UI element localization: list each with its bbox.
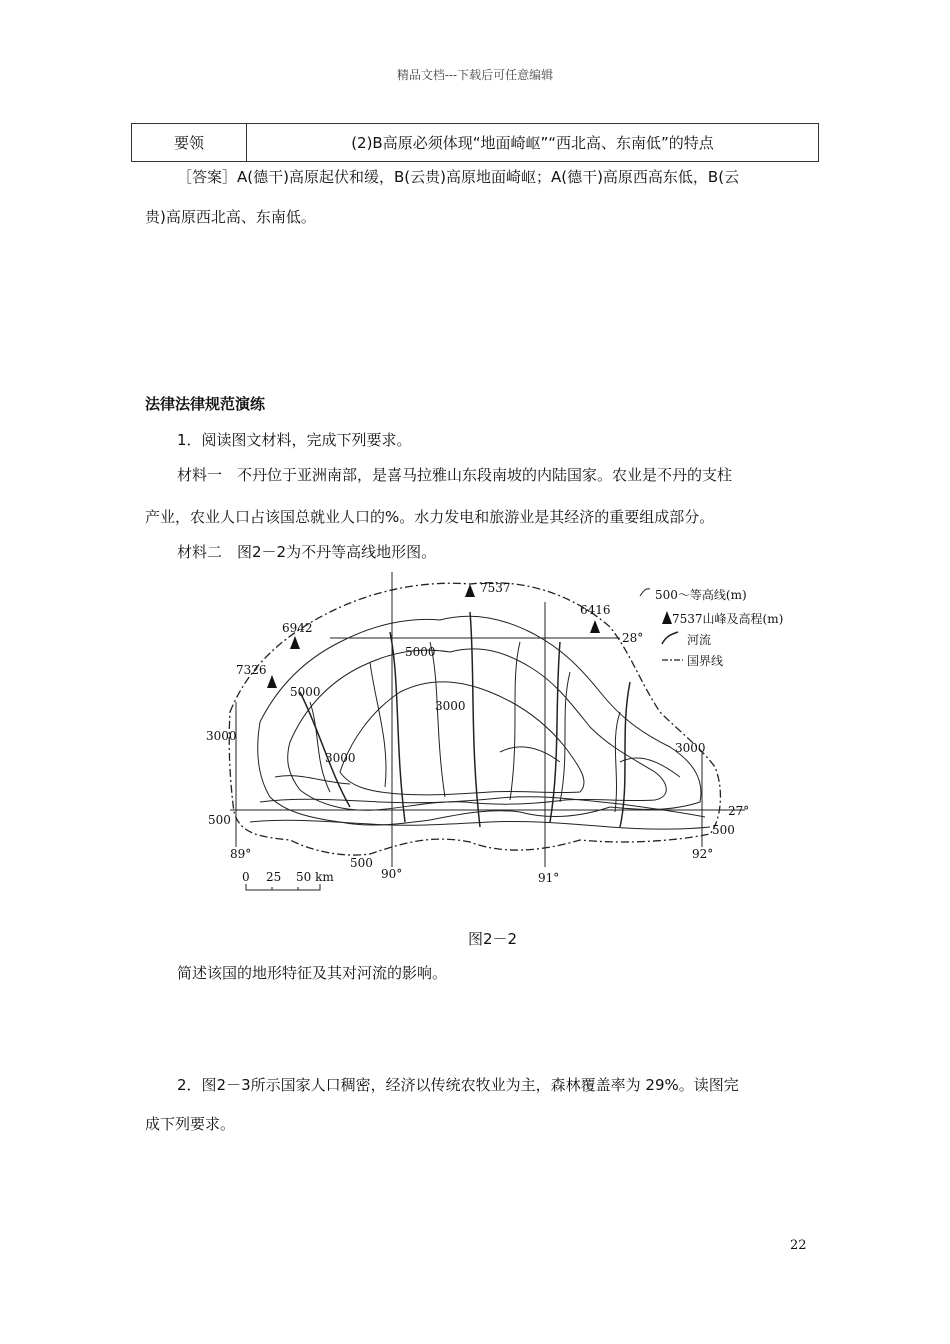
peak-icon-6416 <box>590 620 600 633</box>
contour-label: 3000 <box>206 729 237 743</box>
lon-label-90: 90° <box>381 867 403 881</box>
contour-label: 5000 <box>290 685 321 699</box>
question-2-line-1: 2．图2－3所示国家人口稠密，经济以传统农牧业为主，森林覆盖率为 29%。读图完 <box>177 1076 739 1094</box>
lon-label-89: 89° <box>230 847 252 861</box>
peak-label-7537: 7537 <box>480 581 511 595</box>
legend-border: 国界线 <box>687 654 724 668</box>
material-1-line-2: 产业，农业人口占该国总就业人口的%。水力发电和旅游业是其经济的重要组成部分。 <box>145 508 715 526</box>
legend-peak-icon <box>662 611 672 624</box>
material-2: 材料二 图2－2为不丹等高线地形图。 <box>177 543 437 561</box>
answer-line-2: 贵)高原西北高、东南低。 <box>145 208 316 226</box>
peak-label-6942: 6942 <box>282 621 313 635</box>
svg-text:0: 0 <box>242 870 250 884</box>
question-1-prompt: 简述该国的地形特征及其对河流的影响。 <box>177 964 448 982</box>
material-1-line-1: 材料一 不丹位于亚洲南部，是喜马拉雅山东段南坡的内陆国家。农业是不丹的支柱 <box>177 466 733 484</box>
lat-label-28: 28° <box>622 631 644 645</box>
river-1 <box>300 692 350 807</box>
table-cell-content: (2)B高原必须体现“地面崎岖”“西北高、东南低”的特点 <box>247 124 819 162</box>
peak-icon-7326 <box>267 675 277 688</box>
svg-text:50 km: 50 km <box>296 870 334 884</box>
legend-peak: 7537山峰及高程(m) <box>672 612 784 626</box>
svg-text:25: 25 <box>266 870 282 884</box>
bhutan-contour-map <box>200 572 800 892</box>
contour-label: 500 <box>712 823 735 837</box>
contour-label: 500 <box>208 813 231 827</box>
peak-label-7326: 7326 <box>236 663 267 677</box>
peak-icon-6942 <box>290 636 300 649</box>
lon-label-92: 92° <box>692 847 714 861</box>
page-header: 精品文档---下载后可任意编辑 <box>396 68 554 82</box>
river-3 <box>470 612 480 827</box>
page-number: 22 <box>790 1238 807 1253</box>
contour-label: 3000 <box>325 751 356 765</box>
table-cell-label: 要领 <box>132 124 247 162</box>
figure-caption: 图2－2 <box>467 930 518 948</box>
question-2-line-2: 成下列要求。 <box>145 1115 236 1133</box>
peak-icon-7537 <box>465 584 475 597</box>
legend-river: 河流 <box>687 633 712 647</box>
contour-label: 500 <box>350 856 373 870</box>
scale-bar <box>242 870 334 890</box>
contour-map-figure <box>200 572 800 892</box>
map-legend <box>640 587 783 668</box>
answer-line-1: ［答案］A(德干)高原起伏和缓，B(云贵)高原地面崎岖；A(德干)高原西高东低，B(云 <box>177 168 740 186</box>
requirements-table <box>131 123 819 162</box>
contour-label: 3000 <box>675 741 706 755</box>
question-1-intro: 1．阅读图文材料，完成下列要求。 <box>177 431 412 449</box>
lon-label-91: 91° <box>538 871 560 885</box>
peak-label-6416: 6416 <box>580 603 611 617</box>
section-title: 法律法律规范演练 <box>145 395 266 413</box>
contour-label: 5000 <box>405 645 436 659</box>
legend-contour: 500～等高线(m) <box>655 588 747 602</box>
contour-label: 3000 <box>435 699 466 713</box>
lat-label-27: 27° <box>728 804 750 818</box>
